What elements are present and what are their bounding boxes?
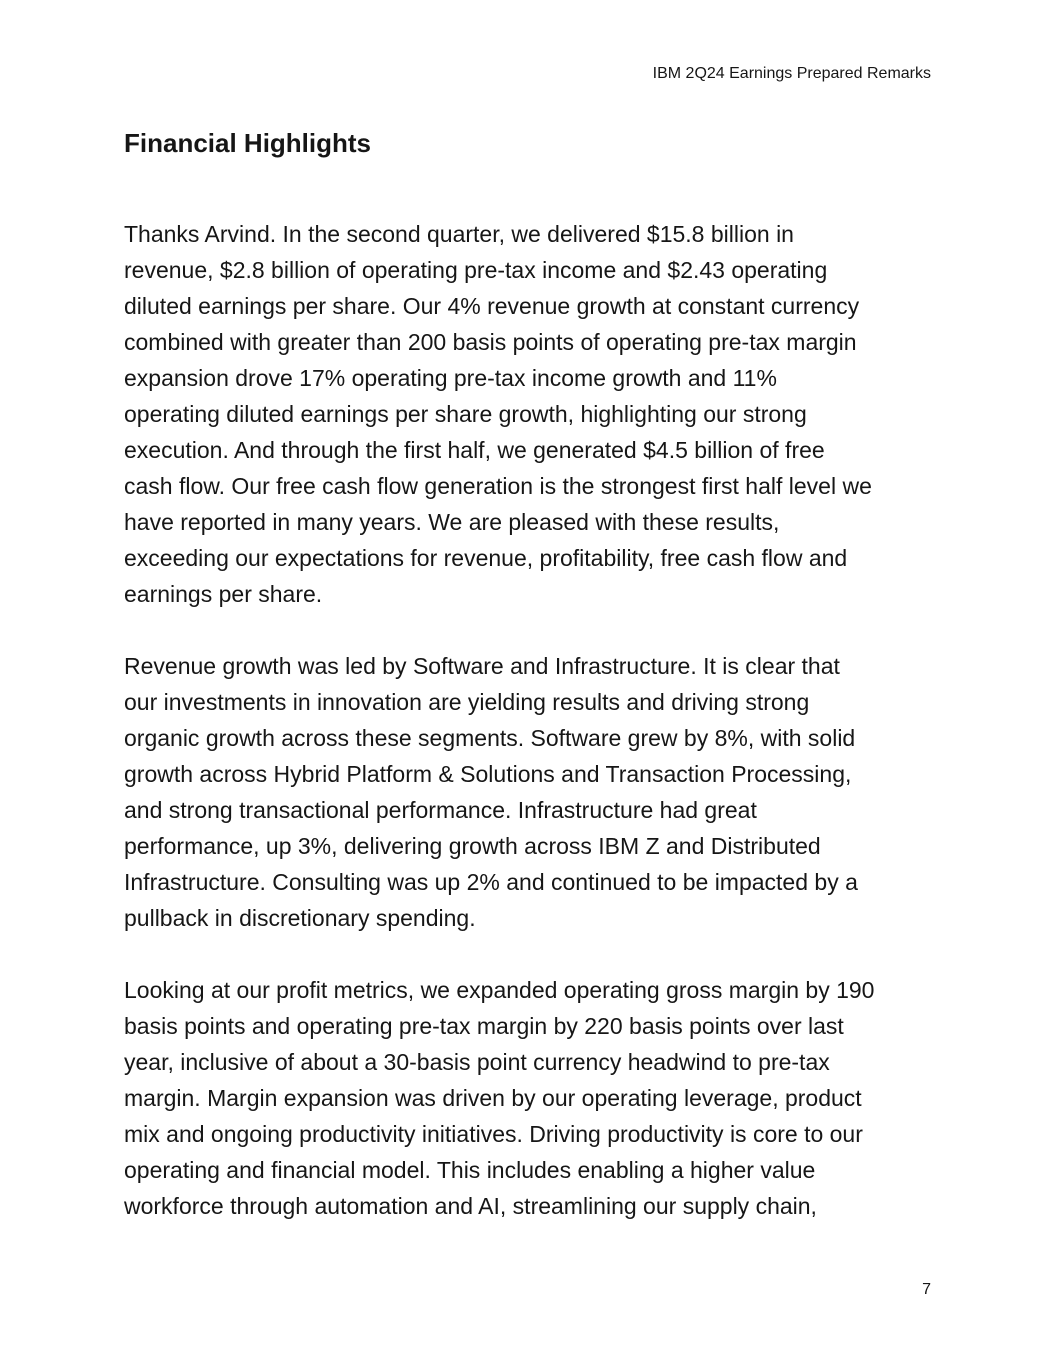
paragraph-line: diluted earnings per share. Our 4% revenue growth at constant currency [124, 293, 860, 319]
paragraph-line: combined with greater than 200 basis points of operating pre-tax margin [124, 329, 857, 355]
paragraph-line: organic growth across these segments. Software grew by 8%, with solid [124, 725, 856, 751]
paragraph-line: earnings per share. [124, 581, 323, 607]
paragraph-line: and strong transactional performance. Infrastructure had great [124, 797, 757, 823]
paragraph-line: cash flow. Our free cash flow generation is the strongest first half level we [124, 473, 872, 499]
paragraph-line: Thanks Arvind. In the second quarter, we delivered $15.8 billion in [124, 221, 794, 247]
paragraph-line: operating and financial model. This includes enabling a higher value [124, 1157, 816, 1183]
paragraph-line: our investments in innovation are yielding results and driving strong [124, 689, 810, 715]
paragraph-line: workforce through automation and AI, streamlining our supply chain, [124, 1193, 817, 1219]
page-number: 7 [922, 1281, 931, 1298]
paragraph-line: operating diluted earnings per share growth, highlighting our strong [124, 401, 807, 427]
document-header: IBM 2Q24 Earnings Prepared Remarks [652, 65, 931, 82]
paragraph-list [124, 216, 932, 1224]
paragraph-line: exceeding our expectations for revenue, profitability, free cash flow and [124, 545, 848, 571]
paragraph-line: performance, up 3%, delivering growth across IBM Z and Distributed [124, 833, 821, 859]
paragraph-line: Revenue growth was led by Software and Infrastructure. It is clear that [124, 653, 840, 679]
paragraph-line: basis points and operating pre-tax margin by 220 basis points over last [124, 1013, 844, 1039]
paragraph-line: execution. And through the first half, we generated $4.5 billion of free [124, 437, 825, 463]
paragraph-line: growth across Hybrid Platform & Solutions and Transaction Processing, [124, 761, 852, 787]
paragraph-line: have reported in many years. We are pleased with these results, [124, 509, 780, 535]
paragraph-line: year, inclusive of about a 30-basis point currency headwind to pre-tax [124, 1049, 830, 1075]
paragraph-line: Looking at our profit metrics, we expanded operating gross margin by 190 [124, 977, 875, 1003]
paragraph [124, 216, 932, 612]
paragraph-line: pullback in discretionary spending. [124, 905, 476, 931]
paragraph-line: mix and ongoing productivity initiatives. Driving productivity is core to our [124, 1121, 863, 1147]
paragraph-line: Infrastructure. Consulting was up 2% and continued to be impacted by a [124, 869, 858, 895]
paragraph-line: margin. Margin expansion was driven by our operating leverage, product [124, 1085, 862, 1111]
paragraph [124, 972, 932, 1224]
paragraph [124, 648, 932, 936]
page-content [124, 124, 932, 1224]
section-title: Financial Highlights [124, 128, 372, 158]
paragraph-line: expansion drove 17% operating pre-tax income growth and 11% [124, 365, 777, 391]
paragraph-line: revenue, $2.8 billion of operating pre-tax income and $2.43 operating [124, 257, 828, 283]
